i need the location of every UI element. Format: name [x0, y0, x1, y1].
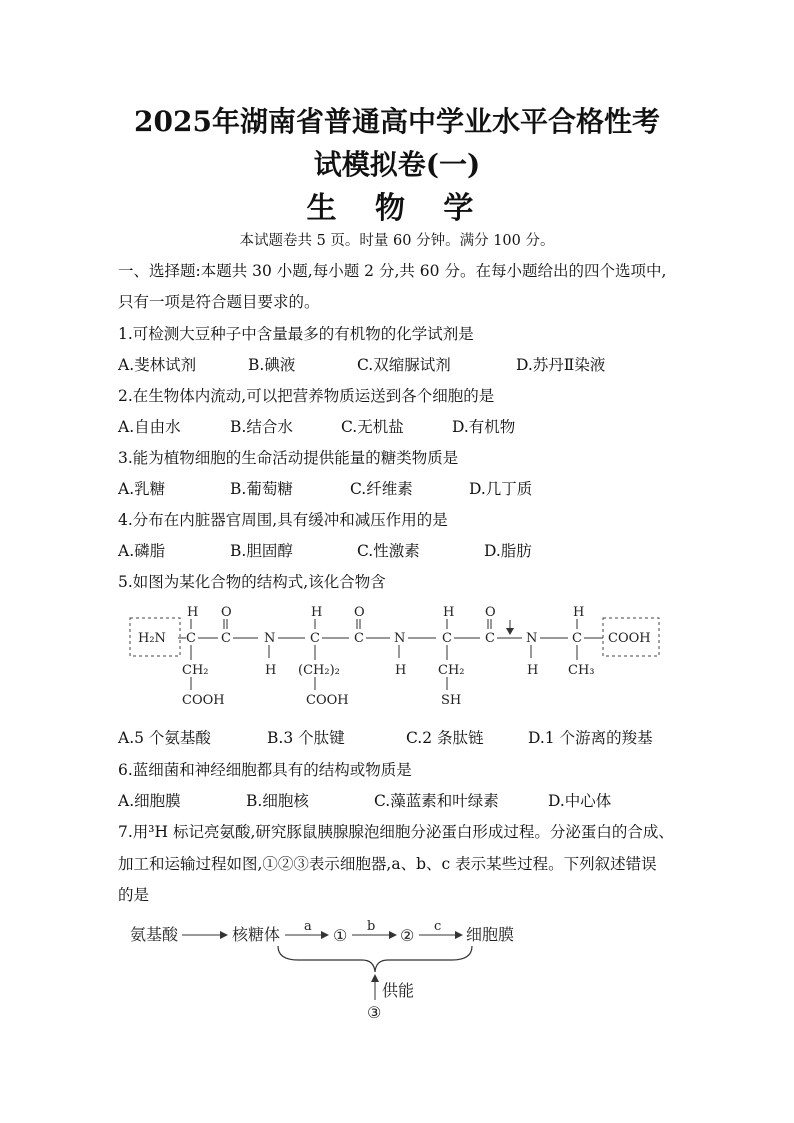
q2-option-b[interactable]: B.结合水 — [230, 418, 293, 436]
q6-option-a[interactable]: A.细胞膜 — [118, 792, 181, 810]
question-5-stem: 5.如图为某化合物的结构式,该化合物含 — [118, 573, 386, 591]
alpha-carbon-3: C — [442, 631, 452, 646]
question-7-stem-line2: 加工和运输过程如图,①②③表示细胞器,a、b、c 表示某些过程。下列叙述错误 — [118, 855, 657, 873]
q6-option-b[interactable]: B.细胞核 — [246, 792, 309, 810]
q2-option-d[interactable]: D.有机物 — [452, 418, 516, 436]
exam-info: 本试题卷共 5 页。时量 60 分钟。满分 100 分。 — [239, 233, 555, 249]
h-atom-top-3: H — [443, 605, 455, 620]
arrow-c — [455, 931, 463, 939]
q4-option-a[interactable]: A.磷脂 — [118, 542, 166, 560]
flow-organelle-1: ① — [333, 926, 348, 945]
side-chain-ch2-1: CH₂ — [182, 663, 209, 678]
h-atom-top-4: H — [573, 605, 585, 620]
h-atom-bottom-3: H — [527, 663, 539, 678]
peptide-structure-figure — [118, 600, 678, 718]
nitrogen-1: N — [264, 631, 276, 646]
h-atom-top-2: H — [311, 605, 323, 620]
carbonyl-carbon-2: C — [354, 631, 364, 646]
nitrogen-2: N — [394, 631, 406, 646]
side-chain-ch2-2: (CH₂)₂ — [298, 663, 340, 678]
q6-option-d[interactable]: D.中心体 — [548, 792, 612, 810]
carboxyl-terminal-label: COOH — [608, 631, 651, 646]
side-chain-cooh-1: COOH — [182, 693, 225, 708]
flow-energy-label: 供能 — [382, 981, 415, 1000]
flow-amino-acid: 氨基酸 — [130, 925, 179, 944]
alpha-carbon-4: C — [572, 631, 582, 646]
flow-label-a: a — [304, 919, 312, 934]
flow-organelle-3: ③ — [367, 1003, 382, 1022]
q1-option-a[interactable]: A.斐林试剂 — [118, 356, 197, 374]
side-chain-sh: SH — [441, 693, 462, 708]
arrow-b — [389, 931, 397, 939]
flow-ribosome: 核糖体 — [232, 925, 281, 944]
q1-option-b[interactable]: B.碘液 — [248, 356, 296, 374]
q4-option-d[interactable]: D.脂肪 — [484, 542, 532, 560]
question-1-stem: 1.可检测大豆种子中含量最多的有机物的化学试剂是 — [118, 325, 474, 343]
question-7-stem-line3: 的是 — [118, 886, 150, 904]
q5-option-d[interactable]: D.1 个游离的羧基 — [528, 729, 653, 747]
peptide-bond-arrowhead — [506, 628, 514, 635]
nitrogen-3: N — [526, 631, 538, 646]
q4-option-b[interactable]: B.胆固醇 — [230, 542, 293, 560]
question-4-stem: 4.分布在内脏器官周围,具有缓冲和减压作用的是 — [118, 511, 448, 529]
question-3-stem: 3.能为植物细胞的生命活动提供能量的糖类物质是 — [118, 449, 459, 467]
q3-option-b[interactable]: B.葡萄糖 — [230, 480, 293, 498]
vertical-bonds-top — [191, 619, 577, 629]
side-chain-ch2-3: CH₂ — [438, 663, 465, 678]
o-atom-top-1: O — [221, 605, 232, 620]
secretory-protein-flow-figure — [130, 912, 550, 1024]
h-atom-top-1: H — [187, 605, 199, 620]
q3-option-c[interactable]: C.纤维素 — [350, 480, 413, 498]
section-intro: 一、选择题:本题共 30 小题,每小题 2 分,共 60 分。在每小题给出的四个选项中, — [118, 262, 667, 280]
q5-option-c[interactable]: C.2 条肽链 — [406, 729, 484, 747]
q3-option-a[interactable]: A.乳糖 — [118, 480, 166, 498]
flow-organelle-2: ② — [400, 926, 415, 945]
q2-option-a[interactable]: A.自由水 — [118, 418, 181, 436]
o-atom-top-3: O — [485, 605, 496, 620]
arrow-1 — [220, 931, 228, 939]
carbonyl-carbon-3: C — [485, 631, 495, 646]
h-atom-bottom-1: H — [265, 663, 277, 678]
exam-title-line1: 2025年湖南省普通高中学业水平合格性考 — [134, 105, 660, 138]
amino-terminal-label: H₂N — [138, 631, 166, 646]
alpha-carbon-2: C — [310, 631, 320, 646]
process-brace — [278, 946, 472, 972]
section-intro-cont: 只有一项是符合题目要求的。 — [118, 293, 320, 311]
arrow-a — [321, 931, 329, 939]
flow-label-b: b — [367, 919, 376, 934]
q5-option-a[interactable]: A.5 个氨基酸 — [118, 729, 211, 747]
question-6-stem: 6.蓝细菌和神经细胞都具有的结构或物质是 — [118, 761, 412, 779]
h-atom-bottom-2: H — [395, 663, 407, 678]
q5-option-b[interactable]: B.3 个肽键 — [267, 729, 345, 747]
carbonyl-carbon-1: C — [221, 631, 231, 646]
q1-option-d[interactable]: D.苏丹Ⅱ染液 — [516, 356, 606, 374]
flow-label-c: c — [434, 919, 442, 934]
alpha-carbon-1: C — [186, 631, 196, 646]
exam-title-line2: 试模拟卷(一) — [313, 148, 481, 181]
side-chain-ch3: CH₃ — [568, 663, 595, 678]
q2-option-c[interactable]: C.无机盐 — [341, 418, 404, 436]
q4-option-c[interactable]: C.性激素 — [357, 542, 420, 560]
subject-title: 生 物 学 — [306, 191, 488, 226]
question-2-stem: 2.在生物体内流动,可以把营养物质运送到各个细胞的是 — [118, 387, 495, 405]
question-7-stem-line1: 7.用³H 标记亮氨酸,研究豚鼠胰腺腺泡细胞分泌蛋白形成过程。分泌蛋白的合成、 — [118, 823, 674, 841]
q1-option-c[interactable]: C.双缩脲试剂 — [357, 356, 451, 374]
q6-option-c[interactable]: C.藻蓝素和叶绿素 — [374, 792, 499, 810]
vertical-bonds-bottom — [191, 645, 577, 690]
flow-cell-membrane: 细胞膜 — [466, 925, 515, 944]
side-chain-cooh-2: COOH — [306, 693, 349, 708]
o-atom-top-2: O — [354, 605, 365, 620]
energy-arrow — [371, 974, 379, 982]
q3-option-d[interactable]: D.几丁质 — [469, 480, 533, 498]
